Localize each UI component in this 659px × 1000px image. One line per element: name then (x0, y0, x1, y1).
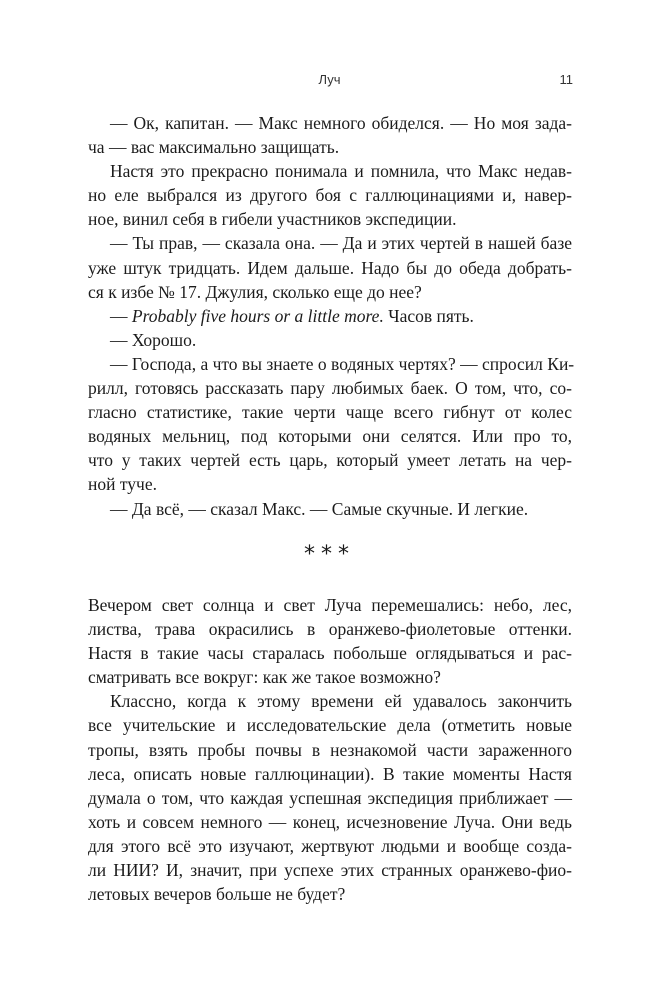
text-block-dialogue (88, 111, 575, 521)
text-line: листва, трава окрасились в оранжево-фиолетовые оттенки. (88, 619, 572, 640)
text-line: ли НИИ? И, значит, при успехе этих странных оранжево-фио- (88, 860, 572, 881)
text-line: что у таких чертей есть царь, который умеет летать на чер- (88, 450, 572, 471)
text-line: для этого всё это изучают, жертвуют людьми и вообще созда- (88, 835, 572, 856)
text-line: гласно статистике, такие черти чаще всего гибнут от колес (88, 402, 572, 423)
section-separator: *** (304, 542, 355, 567)
text-line: сматривать все вокруг: как же такое возможно? (88, 667, 441, 688)
text-line: ной туче. (88, 474, 157, 495)
text-line: — Ок, капитан. — Макс немного обиделся. — Но моя зада- (110, 113, 572, 133)
text-line: рилл, готовясь рассказать пару любимых баек. О том, что, со- (88, 378, 572, 399)
text-line: все учительские и исследовательские дела (отметить новые (88, 715, 572, 736)
page-number: 11 (559, 72, 573, 87)
text-line: ча — вас максимально защищать. (88, 137, 340, 158)
text-line: Настя в такие часы старалась побольше оглядываться и рас- (88, 643, 572, 664)
text-line: ное, винил себя в гибели участников экспедиции. (88, 209, 457, 230)
text-fragment: Часов пять. (383, 305, 474, 326)
text-line: уже штук тридцать. Идем дальше. Надо бы до обеда добрать- (88, 257, 572, 278)
text-line: хоть и совсем немного — конец, исчезновение Луча. Они ведь (88, 811, 572, 832)
text-block-evening (88, 593, 572, 906)
text-line: тропы, взять пробы почвы в незнакомой части зараженного (88, 739, 572, 760)
text-line: леса, описать новые галлюцинации). В такие моменты Настя (88, 763, 572, 784)
text-line: летовых вечеров больше не будет? (88, 884, 346, 905)
text-line: — Господа, а что вы знаете о водяных чертях? — спросил Ки- (110, 353, 575, 374)
text-line: — Ты прав, — сказала она. — Да и этих чертей в нашей базе (110, 233, 572, 254)
text-line: Вечером свет солнца и свет Луча перемешались: небо, лес, (88, 595, 572, 615)
text-line (88, 304, 572, 328)
text-line: — Хорошо. (110, 329, 197, 350)
text-line: но еле выбрался из другого боя с галлюцинациями и, навер- (88, 185, 572, 206)
page-header (0, 72, 659, 92)
text-line: Классно, когда к этому времени ей удавалось закончить (110, 691, 572, 712)
running-title: Луч (318, 72, 341, 87)
italic-english-phrase: Probably five hours or a little more. (131, 305, 384, 326)
text-line: — Да всё, — сказал Макс. — Самые скучные. И легкие. (110, 498, 529, 519)
text-line: ся к избе № 17. Джулия, сколько еще до нее? (88, 281, 422, 302)
text-line: Настя это прекрасно понимала и помнила, что Макс недав- (110, 161, 572, 182)
text-line: думала о том, что каждая успешная экспедиция приближает — (88, 787, 572, 808)
text-line: водяных мельниц, под которыми они селятся. Или про то, (88, 426, 572, 447)
text-fragment: — (110, 305, 132, 326)
